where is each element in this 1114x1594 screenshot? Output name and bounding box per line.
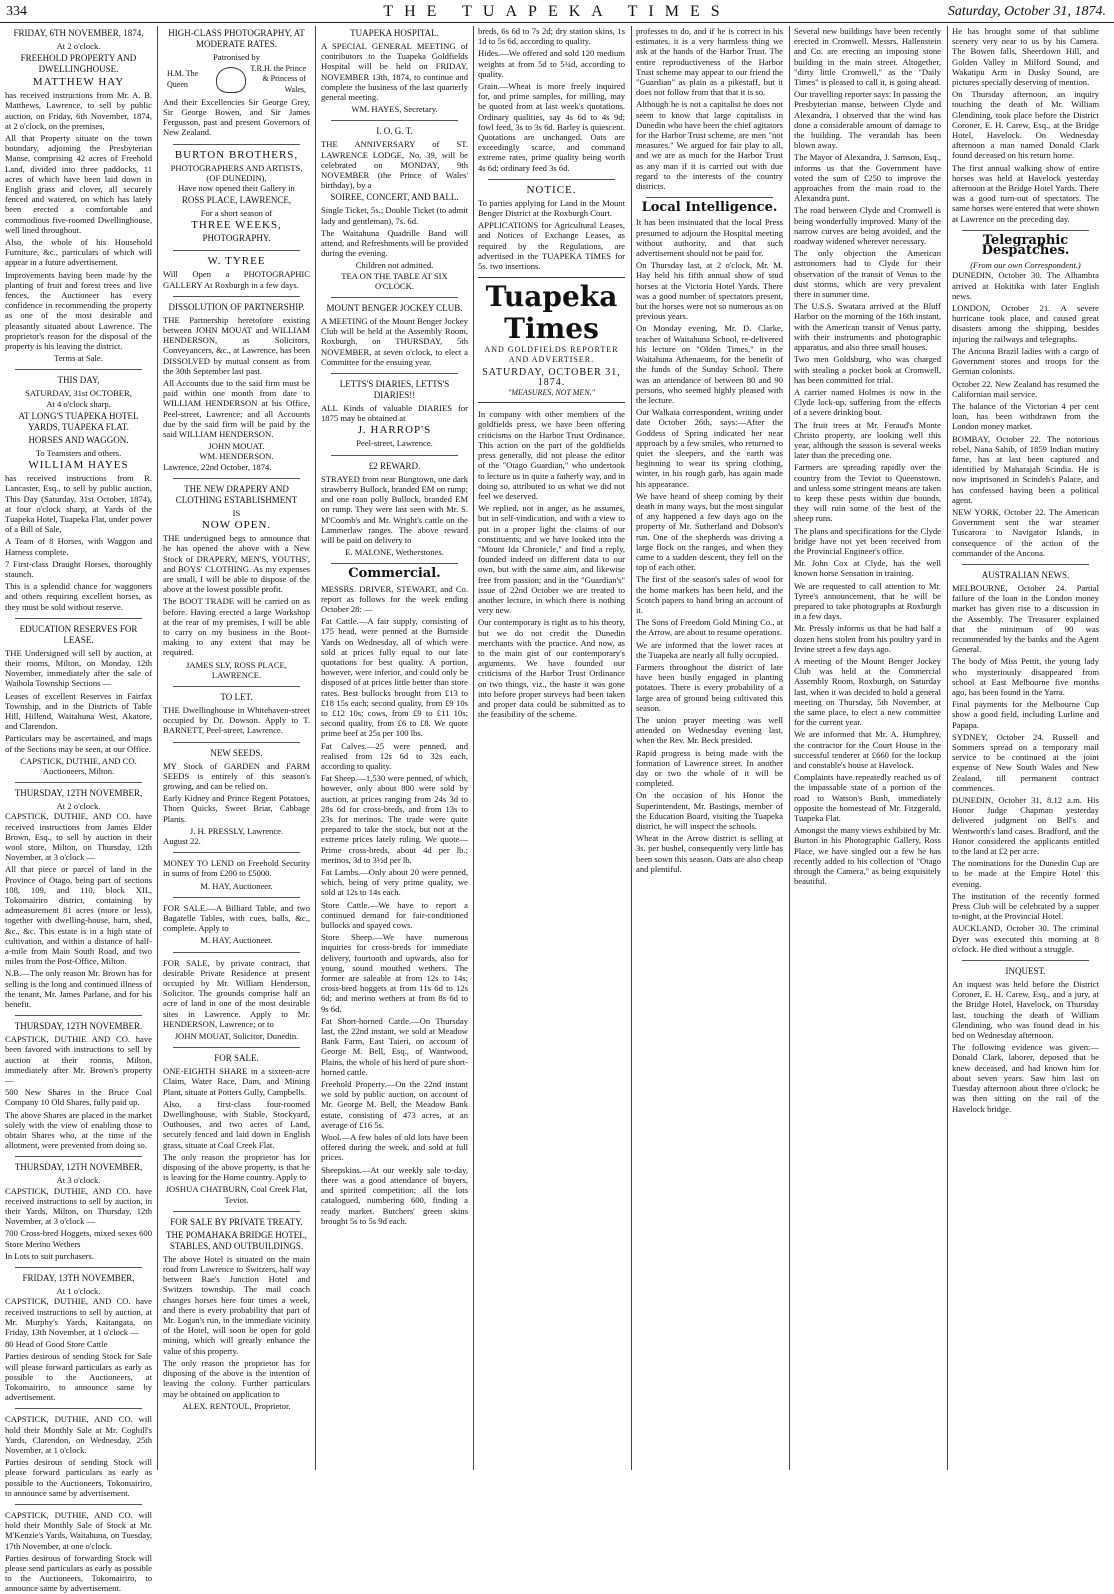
article-paragraph: MELBOURNE, October 24. Partial failure of the loan in the London money market has given rise to a discussion in the Assembly. The Treasurer explained that the minimum of 90 was recommended by the banks and the Agent General. <box>952 582 1099 655</box>
divider <box>962 230 1089 231</box>
advert-signature: CAPSTICK, DUTHIE, AND CO. Auctioneers, Milton. <box>20 755 137 776</box>
advert-signature: M. HAY, Auctioneer. <box>200 880 273 891</box>
article-paragraph: DUNEDIN, October 30. The Alhambra arrived at Hokitika with later English news. <box>952 270 1099 301</box>
article-paragraph: The fruit trees at Mr. Feraud's Monte Christo property, are looking well this year, although the season is several weeks later than the preceding one. <box>794 419 941 461</box>
column-3 <box>321 26 468 1470</box>
newspaper-columns <box>5 26 1109 1594</box>
divider <box>962 564 1089 565</box>
advert-line: IS <box>232 507 241 518</box>
article-paragraph: The only objection the American astronomers had to Clyde for their observation of the transit of Venus to the dust storms, which are very prevalent there in summer time. <box>794 248 941 300</box>
advert-body: The above Hotel is situated on the main road from Lawrence to Switzers, half way between Rae's Junction Hotel and Switzers township. The mail coach changes horses here four times a week, and there is every probability that part of Mr. Logan's run, in the immediate vicinity of the Hotel, will soon be open for gold mining, which will greatly enhance the value of this property. <box>163 1253 310 1356</box>
advert-body: STRAYED from near Bungtown, one dark strawberry Bullock, branded EM on rump; and one roan polly Bullock, branded EM on rump. They were last seen with Mr. S. M'Coomb's and Mr. Wright's cattle on the Lammerlaw ranges. The above reward will be paid on delivery to <box>321 473 468 545</box>
advert-line: TEA ON THE TABLE AT SIX O'CLOCK. <box>341 270 448 291</box>
article-paragraph: professes to do, and if he is correct in his estimates, it is a very harmless thing we ask at the hands of the Harbor Trust. The entire reproductiveness of the Harbor Trust scheme may appear to our friend the "Guardian" as plain as a pikestaff, but it does not follow from that that it is so. <box>636 26 783 98</box>
advert-heading: HIGH-CLASS PHOTOGRAPHY, AT MODERATE RATES. <box>168 28 305 49</box>
advert-body: has received instructions from Mr. A. B. Matthews, Lawrence, to sell by public auction, on Friday, 6th November, 1874, at 2 o'clock, on the premises, <box>5 90 152 131</box>
advert-heading: THE NEW DRAPERY AND CLOTHING ESTABLISHMENT <box>175 483 298 505</box>
advert-tyree <box>163 256 310 289</box>
divider <box>15 1015 142 1016</box>
article-paragraph: The first of the season's sales of wool for the home markets has been held, and the Scotch papers to hand bring an account of it. <box>636 574 783 615</box>
advert-heading: NOW OPEN. <box>201 519 272 532</box>
advert-body: The only reason the proprietor has for disposing of the above is the intention of leaving the colony. Further particulars may be obtained on application to <box>163 1357 310 1399</box>
advert-burton-brothers <box>163 150 310 245</box>
advert-to-let <box>163 692 310 736</box>
article-paragraph: The balance of the Victorian 4 per cent loan, has been withdrawn from the London money market. <box>952 400 1099 432</box>
section-heading: Commercial. <box>348 566 441 582</box>
article-local-intelligence <box>636 200 784 874</box>
article-editorial <box>478 409 625 719</box>
advert-heading: THE POMAHAKA BRIDGE HOTEL, STABLES, AND OUTBUILDINGS. <box>166 1229 307 1251</box>
article-paragraph: We replied, not in anger, as he assumes, but in self-vindication, and with a view to put in a proper light the claims of our constituents; and we have looked into the "Mount Ida Chronicle," and find a reply, founded indeed on different data to our own, but with the same aim, and likewise free from passion; and in the "Guardian's" issue of 22nd October we are treated to another lecture, in which there is nothing very new. <box>478 503 625 616</box>
divider <box>15 1156 142 1157</box>
column-1 <box>5 26 152 1594</box>
section-heading: AUSTRALIAN NEWS. <box>981 569 1070 580</box>
divider <box>331 373 458 374</box>
article-paragraph: The plans and specifications for the Clyde bridge have not yet been received from the Provincial Engineer's office. <box>794 525 941 556</box>
newspaper-flag <box>478 277 625 403</box>
article-paragraph: We are requested to call attention to Mr. Tyree's announcement, that he will be prepared to take photographs at Roxburgh in a few days. <box>794 580 941 622</box>
advert-body: Early Kidney and Prince Regent Potatoes, Thorn Quicks, Sweet Briar, Cabbage Plants. <box>163 793 310 824</box>
advert-mining-share <box>163 1053 310 1205</box>
article-paragraph: The first annual walking show of entire horses was held at Havelock yesterday afternoon at the Bridge Hotel Yards. There was a good turn-out of spectators. The same horses were entered that were shown at Lawrence on the preceding day. <box>952 162 1099 224</box>
masthead <box>0 0 1114 23</box>
advert-money-to-lend <box>163 858 310 891</box>
flag-title: Tuapeka Times <box>485 280 618 346</box>
auctioneer-name: MATTHEW HAY <box>32 76 125 89</box>
advertiser-name: BURTON BROTHERS, <box>174 148 299 161</box>
advert-capstick-cattle <box>5 1273 152 1402</box>
advert-terms: Terms at Sale. <box>54 353 103 364</box>
column-rule <box>473 26 474 1470</box>
crest-right-text: T.R.H. the Prince & Princess of Wales, <box>250 64 306 94</box>
advert-heading: NOTICE. <box>526 183 577 196</box>
advert-date: THURSDAY, 12TH NOVEMBER, <box>14 788 143 799</box>
advert-body: The Waitahuna Quadrille Band will attend, and Refreshments will be provided during the evening. <box>321 227 468 259</box>
advert-horses-waggon <box>5 375 152 611</box>
column-rule <box>315 26 316 1470</box>
advert-date-sub: SATURDAY, 31st OCTOBER, <box>25 388 132 399</box>
article-paragraph: The following evidence was given:— Donald Clark, laborer, deposed that he knew deceased, and had known him for about seven years. Saw him last on Tuesday afternoon about three o'clock; he was then sitting on the rail of the Havelock bridge. <box>952 1042 1099 1114</box>
article-paragraph: AUCKLAND, October 30. The criminal Dyer was executed this morning at 8 o'clock. He died without a struggle. <box>952 923 1099 954</box>
section-heading: INQUEST. <box>1005 966 1046 977</box>
article-local-intelligence-end <box>952 26 1099 224</box>
article-paragraph: Fat Calves.—25 were penned, and realised from 12s 6d to 32s each, according to quality. <box>321 740 468 771</box>
article-paragraph: We are informed that the lower races at the Tuapeka are nearly all fully occupied. <box>636 639 783 660</box>
divider <box>15 782 142 783</box>
article-paragraph: Several new buildings have been recently erected in Cromwell. Messrs. Hallenstein and Co. are erecting an imposing stone building in the main street. Altogether, "dirty little Cromwell," as the "Daily Times" is pleased to call it, is going ahead. <box>794 26 941 88</box>
advert-line: PHOTOGRAPHERS AND ARTISTS, <box>170 162 303 173</box>
divider <box>173 1047 300 1048</box>
advert-body: N.B.—The only reason Mr. Brown has for selling is the long and continued illness of the tenant, Mr. James Parlane, and for his benefit. <box>5 968 152 1010</box>
article-paragraph: The Ancona Brazil ladies with a cargo of Government stores and troops for the German colonists. <box>952 345 1099 377</box>
advert-signature: WM. HENDERSON. <box>199 451 274 462</box>
advert-line: (OF DUNEDIN), <box>206 172 267 183</box>
divider <box>173 686 300 687</box>
article-paragraph: A carrier named Holmes is now in the Clyde lock-up, suffering from the effects of a severe drinking bout. <box>794 386 941 418</box>
advert-body: Will Open a PHOTOGRAPHIC GALLERY At Roxburgh in a few days. <box>163 269 310 290</box>
masthead-date: Saturday, October 31, 1874. <box>947 4 1106 19</box>
divider <box>331 297 458 298</box>
advert-body: All that piece or parcel of land in the Province of Otago, being part of sections 108, 109, and 110, block XII., Tokomairiro district, containing by admeasurement 81 acres (more or less), together with dwelling-house, barn, shed, &c., &c. This estate is in a high state of cultivation, and within a distance of half-a-mile from Main South Road, and two miles from the Post-Office, Milton. <box>5 864 152 967</box>
advert-time: At 2 o'clock. <box>56 41 101 51</box>
advert-heading: DISSOLUTION OF PARTNERSHIP. <box>168 301 305 312</box>
advert-body: A MEETING of the Mount Benger Jockey Club will be held at the Assembly Room, Roxburgh, on THURSDAY, 5th NOVEMBER, at seven o'clock, to elect a Committee for the ensuing year. <box>321 316 468 367</box>
article-telegraphic <box>952 232 1099 558</box>
advert-heading: TUAPEKA HOSPITAL. <box>350 28 439 38</box>
divider <box>173 742 300 743</box>
divider <box>173 478 300 479</box>
advert-body: THE ANNIVERSARY of ST. LAWRENCE LODGE, No. 39, will be celebrated on MONDAY, 9th NOVEMBER (the Prince of Wales' birthday), by a <box>321 139 468 191</box>
advert-time: At 1 o'clock. <box>56 1286 101 1297</box>
divider <box>173 852 300 853</box>
advert-notice <box>478 185 625 271</box>
advert-body: CAPSTICK, DUTHIE AND CO. have been favored with instructions to sell by auction at their rooms, Milton, immediately after Mr. Brown's property — <box>5 1034 152 1086</box>
advert-signature: JAMES SLY, ROSS PLACE, LAWRENCE. <box>186 659 287 680</box>
advert-line: For a short season of <box>200 208 273 219</box>
article-paragraph: Final payments for the Melbourne Cup show a good field, including Lurline and Papapa. <box>952 699 1099 730</box>
advert-line: THREE WEEKS, <box>191 219 282 232</box>
article-paragraph: The Sons of Freedom Gold Mining Co., at the Arrow, are about to resume operations. <box>636 617 783 638</box>
article-paragraph: Fat Sheep.—1,530 were penned, of which, however, only about 800 were sold by auction, at prices ranging from 24s 3d to 28s 6d for cross-breds, and from 13s to 23s for merinos. The trade were quite prepared to take the stock, but not at the extreme prices lately ruling. We quote—Prime cross-breds, about 4d per lb.; merinos, 3d to 3½d per lb. <box>321 773 468 865</box>
article-paragraph: Amongst the many views exhibited by Mr. Burton in his Photographic Gallery, Ross Place, we have singled out a few he has recently added to his collection of "Otago through the Camera," as being exquisitely beautiful. <box>794 825 941 887</box>
column-5 <box>636 26 783 1470</box>
column-4 <box>478 26 625 1470</box>
article-paragraph: DUNEDIN, October 31, 8.12 a.m. His Honor Judge Chapman yesterday delivered judgment on Bell's and Wentworth's land cases. Bradford, and the Honor considered the applicants entitled to the land at £2 per acre. <box>952 795 1099 857</box>
divider <box>488 179 615 180</box>
divider <box>15 1504 142 1505</box>
section-heading: Telegraphic Despatches. <box>981 232 1070 259</box>
divider <box>962 960 1089 961</box>
advert-signature: M. HAY, Auctioneer. <box>200 935 273 946</box>
column-rule <box>631 26 632 1470</box>
advert-capstick-shares <box>5 1021 152 1150</box>
advert-body: MY Stock of GARDEN and FARM SEEDS is entirely of this season's growing, and can be relied on. <box>163 760 310 791</box>
advert-body: CAPSTICK, DUTHIE, AND CO. have received instructions to sell by auction, in their Yards, Milton, on Thursday, 12th November, at 3 o'clock — <box>5 1185 152 1227</box>
advert-time: At 2 o'clock. <box>56 801 101 812</box>
advert-body: Also, the whole of his Household Furniture, &c., particulars of which will appear in a future advertisement. <box>5 237 152 268</box>
divider <box>15 1267 142 1268</box>
flag-motto: "MEASURES, NOT MEN." <box>507 388 595 398</box>
divider <box>173 250 300 251</box>
advert-line: PHOTOGRAPHY. <box>202 233 271 244</box>
article-paragraph: Freehold Property.—On the 22nd instant we sold by public auction, on account of Mr. George M. Bell, the Meadow Bank estate, consisting of 473 acres, at an average of £16 5s. <box>321 1079 468 1130</box>
article-paragraph: LONDON, October 21. A severe hurricane took place, and caused great disasters among the shipping, besides injuring the railways and telegraphs. <box>952 303 1099 344</box>
advert-date: August 22. <box>163 835 201 846</box>
article-commercial-continued <box>478 26 625 173</box>
article-paragraph: The body of Miss Pettit, the young lady who mysteriously disappeared from school at East Melbourne five months ago, has been found in the Yarra. <box>952 656 1099 697</box>
advert-date: THURSDAY, 12TH NOVEMBER, <box>14 1162 143 1173</box>
advert-body: MONEY TO LEND on Freehold Security in sums of from £200 to £5000. <box>163 858 310 879</box>
advert-heading: TO LET. <box>220 691 253 702</box>
advert-body: THE Undersigned will sell by auction, at their rooms, Milton, on Monday, 12th November, immediately after the sale of Waihola Township Sections — <box>5 647 152 689</box>
advert-hospital <box>321 28 468 114</box>
article-paragraph: Two men Goldsburg, who was charged with stealing a pocket book at Cromwell, has been committed for trial. <box>794 354 941 385</box>
advert-signature: E. MALONE, Wetherstones. <box>345 547 444 558</box>
advert-line: Children not admitted. <box>355 260 434 271</box>
advert-body: Parties desirous of sending Stock will please forward particulars as early as possible to the Auctioneers, Tokomairiro, to announce same by advertisement. <box>5 1457 152 1498</box>
article-local-intelligence-continued <box>794 26 941 886</box>
advert-heading: I. O. G. T. <box>376 126 413 137</box>
article-paragraph: Sheepskins.—At our weekly sale to-day, there was a good attendance of buyers, and spirited competition; all the lots catalogued, numbering 600, finding a ready market. Butchers' green skins brought 5s to 5s 9d each. <box>321 1164 468 1226</box>
article-paragraph: Rapid progress is being made with the formation of Lawrence street. In another day or two the whole of it will be completed. <box>636 747 783 789</box>
advert-body: FOR SALE.—A Billiard Table, and two Bagatelle Tables, with cues, balls, &c., complete. Apply to <box>163 902 310 934</box>
advert-date: FRIDAY, 13TH NOVEMBER, <box>22 1273 135 1284</box>
advert-heading: LETTS'S DIARIES, LETTS'S DIARIES!! <box>339 379 450 401</box>
advert-jockey-club <box>321 303 468 367</box>
advert-hay-property <box>5 28 152 363</box>
article-commercial <box>321 566 468 1226</box>
auctioneer-name: WILLIAM HAYES <box>28 459 129 472</box>
advert-body: Also, a first-class four-roomed Dwellinghouse, with Stable, Stockyard, Outhouses, and two acres of Land, securely fenced and laid down in English grass, situate at Coal Creek Flat. <box>163 1098 310 1150</box>
divider <box>15 1408 142 1409</box>
advert-body: 700 Cross-bred Hoggets, mixed sexes 600 Store Merino Wethers <box>5 1228 152 1249</box>
advert-body: CAPSTICK, DUTHIE, AND CO. will hold their Monthly Sale of Stock at Mr. M'Kenzie's Yards, Waitahuna, on Tuesday, 17th November, at one o'clock. <box>5 1509 152 1551</box>
article-paragraph: A meeting of the Mount Benger Jockey Club was held at the Commercial Assembly Room, Roxburgh, on Saturday last, when it was decided to hold a general meeting on Thursday, 5th November, at the same place, to elect a new committee for the current year. <box>794 655 941 728</box>
advert-body: CAPSTICK, DUTHIE, AND CO. will hold their Monthly Sale at Mr. Coghill's Yards, Clarendon, on Wednesday, 25th November, at 1 o'clock. <box>5 1414 152 1455</box>
advert-body: The above Shares are placed in the market solely with the view of enabling those to obtain Shares who, at the time of the allotment, were prevented from doing so. <box>5 1109 152 1151</box>
divider <box>331 563 458 564</box>
divider <box>173 1211 300 1212</box>
advert-body: FOR SALE, by private contract, that desirable Private Residence at present occupied by Mr. William Henderson, Solicitor. The grounds comprise half an acre of land in one of the most desirable sites in Lawrence. Apply to Mr. HENDERSON, Lawrence; or to <box>163 957 310 1029</box>
article-paragraph: It has been insinuated that the local Press presumed to adjourn the Hospital meeting without authority, and that such advertisement should not be paid for. <box>636 217 783 259</box>
divider <box>173 296 300 297</box>
column-rule <box>157 26 158 1470</box>
advert-body: THE Dwellinghouse in Whitehaven-street occupied by Dr. Dowson. Apply to T. BARNETT, Peel-street, Lawrence. <box>163 704 310 736</box>
advert-signature: WM. HAYES, Secretary. <box>351 104 438 115</box>
advert-body: 80 Head of Good Store Cattle <box>5 1339 108 1350</box>
article-paragraph: Fat Short-horned Cattle.—On Thursday last, the 22nd instant, we sold at Meadow Bank Farm, East Taieri, on account of George M. Bell, Esq., of Wantwood, Plains, the whole of his herd of pure short-horned cattle. <box>321 1015 468 1077</box>
advert-heading: NEW SEEDS. <box>210 747 263 758</box>
advert-body: All that Property situate on the town boundary, adjoining the Presbyterian Manse, comprising 42 acres of Freehold Land, divided into three paddocks, 11 acres of which have been laid down in English grass and clover, all securely fenced and watered, on which has lately been erected a comfortable and commodious five-roomed Dwellinghouse, well lined throughout. <box>5 133 152 235</box>
advert-body: And their Excellencies Sir George Grey, Sir George Bowen, and Sir James Fergusson, past and present Governors of New Zealand. <box>163 96 310 138</box>
article-paragraph: We have heard of sheep coming by their death in many ways, but the most singular of any happened a few days ago on the property of Mr. Sutherland and Dobson's run. One of the shepherds was driving a large flock on the ranges, and when they came to a sudden descent, they fell on the top of each other. <box>636 490 783 573</box>
advert-body: A Team of 8 Horses, with Waggon and Harness complete. <box>5 536 152 557</box>
advert-body: Parties desirous of forwarding Stock will please send particulars as early as possible to the Auctioneers, Tokomairiro, to announce same by advertisement. <box>5 1552 152 1594</box>
advert-body: This is a splendid chance for waggoners and others requiring excellent horses, as they must be sold without reserve. <box>5 581 152 612</box>
article-paragraph: Fat Lambs.—Only about 20 were penned, which, being of very prime quality, we sold at 12s to 14s each. <box>321 867 468 898</box>
advert-body: All Accounts due to the said firm must be paid within one month from date to WILLIAM HENDERSON at his Office, Peel-street, Lawrence; and all Accounts due by the said firm will be paid by the said WILLIAM HENDERSON. <box>163 378 310 440</box>
article-paragraph: breds, 6s 6d to 7s 2d; dry station skins, 1s 1d to 5s 6d, according to quality. <box>478 26 625 47</box>
article-paragraph: Wool.—A few bales of old lots have been offered during the week, and sold at full prices. <box>321 1132 468 1163</box>
article-paragraph: BOMBAY, October 22. The notorious rebel, Nana Sahib, of 1859 Indian mutiny fame, has at last been captured and identified by Maharajah Scindia. He is now imprisoned in Scindeh's Palace, and has confessed having been a political agent. <box>952 433 1099 505</box>
advert-body: Improvements having been made by the planting of fruit and forest trees and live fences, the Auctioneer has every confidence in recommending the property as one of the most desirable and pleasantly situated about Lawrence. The proprietor's reason for the disposal of the property is his leaving the district. <box>5 269 152 352</box>
article-paragraph: Mr. John Cox at Clyde, has the well known horse Sensation in training. <box>794 558 941 579</box>
advert-heading: £2 REWARD. <box>368 460 421 471</box>
advert-body: In Lots to suit purchasers. <box>5 1250 95 1261</box>
advert-body: Particulars may be ascertained, and maps of the Sections may be seen, at our Office. <box>5 733 152 754</box>
article-paragraph: The union prayer meeting was well attended on Wednesday evening last, when the Rev. Mr. Beck presided. <box>636 715 783 746</box>
advert-heading: FOR SALE. <box>214 1053 259 1064</box>
section-subheading: (From our own Correspondent.) <box>970 260 1081 271</box>
advert-capstick-land <box>5 788 152 1009</box>
article-paragraph: The road between Clyde and Cromwell is being wonderfully improved. Many of the narrow curves are being avoided, and the roadway widened wherever necessary. <box>794 205 941 247</box>
advert-line: ROSS PLACE, LAWRENCE, <box>181 195 292 206</box>
advert-dissolution <box>163 302 310 472</box>
advert-heading: MOUNT BENGER JOCKEY CLUB. <box>326 303 463 314</box>
article-paragraph: Farmers throughout the district of late have been busily engaged in planting potatoes. There is every probability of a large area of ground being cultivated this season. <box>636 661 783 713</box>
advert-private-residence <box>163 958 310 1042</box>
column-rule <box>947 26 948 1470</box>
article-paragraph: The Mayor of Alexandra, J. Samson, Esq., informs us that the Government have voted the sum of £250 to improve the approaches from the main road to the Alexandra punt. <box>794 152 941 204</box>
column-7 <box>952 26 1099 1470</box>
article-paragraph: An inquest was held before the District Coroner, E. H. Carew, Esq., and a jury, at the Bridge Hotel, Havelock, on Thursday last, touching the death of William Glendining, who was found dead in his bed on Wednesday afternoon. <box>952 979 1099 1041</box>
article-paragraph: The institution of the recently formed Press Club will be celebrated by a supper to-night, at the Provincial Hotel. <box>952 890 1099 922</box>
advert-note: To Teamsters and others. <box>35 447 122 458</box>
advert-body: ALL Kinds of valuable DIARIES for 1875 may be obtained at <box>321 403 468 424</box>
article-paragraph: Although he is not a capitalist he does not seem to know that large capitalists in Dunedin who have been the chief agitators for the Harbor Trust scheme, are men "not measures." We argued for fair play to all, and we are as much for the Harbor Trust as any man if it is carried out with due regard to the interests of the country districts. <box>636 99 783 192</box>
advert-diaries <box>321 379 468 449</box>
advert-body: Single Ticket, 5s.; Double Ticket (to admit lady and gentleman), 7s. 6d. <box>321 205 468 226</box>
advertiser-name: J. HARROP'S <box>357 424 432 437</box>
divider <box>646 197 773 198</box>
royal-crest-icon <box>216 67 246 93</box>
article-inquest <box>952 966 1099 1114</box>
advert-capstick-waitahuna <box>5 1510 152 1594</box>
advert-body: The only reason the proprietor has for disposing of the above property, is that he is leaving for the Home country. Apply to <box>163 1151 310 1183</box>
advert-heading: HORSES AND WAGGON. <box>28 434 129 445</box>
masthead-title: THE TUAPEKA TIMES <box>383 3 731 20</box>
article-paragraph: Our travelling reporter says: In passing the Presbyterian manse, between Clyde and Alexandra, I observed that the wind has done a considerable amount of damage to the building. The verandah has been blown away. <box>794 89 942 151</box>
article-paragraph: On Monday evening, Mr. D. Clarke, teacher of Waitahuna School, re-delivered his lecture on "Olden Times," in the Waitahuna Athenaeum, for the benefit of the funds of the Sunday School. There was an attendance of between 80 and 90 persons, who seemed highly pleased with the lecture. <box>636 323 783 405</box>
divider <box>15 369 142 370</box>
advert-signature: J. H. PRESSLY, Lawrence. <box>189 825 284 836</box>
article-paragraph: NEW YORK, October 22. The American Government sent the war steamer Tuscarora to Navigator Islands, in consequence of the action of the commander of the Ancona. <box>952 506 1099 558</box>
article-paragraph: We are informed that Mr. A. Humphrey, the contractor for the Court House in the successful tenderer at £660 for the lockup and constable's house at Havelock. <box>794 729 941 771</box>
advert-capstick-clarendon <box>5 1414 152 1498</box>
advert-capstick-hoggets <box>5 1162 152 1261</box>
article-paragraph: Hides.—We offered and sold 120 medium weights at from 5d to 5¾d, according to quality. <box>478 48 625 79</box>
advert-line: Peel-street, Lawrence. <box>356 438 433 449</box>
advert-signature: JOHN MOUAT, Solicitor, Dunedin. <box>174 1031 299 1042</box>
page-number: 334 <box>6 4 27 19</box>
article-paragraph: Wheat in the Arrow district is selling at 3s. per bushel, consequently very little has been sown this season. Oats are also cheap and plentiful. <box>636 833 784 874</box>
advert-place: AT LONG'S TUAPEKA HOTEL YARDS, TUAPEKA FLAT. <box>18 410 139 432</box>
advert-billiard-table <box>163 903 310 946</box>
divider <box>15 618 142 619</box>
article-paragraph: Store Cattle.—We have to report a continued demand for fair-conditioned bullocks and spayed cows. <box>321 899 468 931</box>
advert-heading: FOR SALE BY PRIVATE TREATY. <box>170 1216 303 1227</box>
article-paragraph: Grain.—Wheat is more freely inquired for, and prime samples, for milling, may be quoted from at last week's quotations. Ordinary qualities, say 4s 6d to 4s 9d; fowl feed, 3s to 3s 6d. Barley is quiescent. Quotations are unchanged. Oats are exceedingly scarce, and command extreme rates, prime quality being worth 4s 6d; ordinary feed 3s 6d. <box>478 81 625 173</box>
advert-body: The BOOT TRADE will be carried on as before. Having erected a large Workshop at the rear of my premises, I will be able to carry on my business in the Boot-making to any extent that may be required. <box>163 596 310 658</box>
advert-body: CAPSTICK, DUTHIE, AND CO. have received instructions to sell by auction, at Mr. Murphy's Yards, Kaitangata, on Friday, 13th November, at 1 o'clock — <box>5 1296 152 1337</box>
advert-body: APPLICATIONS for Agricultural Leases, and Notices of Exchange Leases, as required by the Regulations, are advertised in the TUAPEKA TIMES for 5s. two insertions. <box>478 220 625 272</box>
advert-heading: FREEHOLD PROPERTY AND DWELLINGHOUSE. <box>20 53 137 75</box>
advert-reward <box>321 461 468 558</box>
article-paragraph: In company with other members of the goldfields press, we have been offering criticisms on the Harbor Trust Ordinance. This action on the part of the goldfields press generally, did not please the editor of the "Otago Guardian," who undertook to lecture us in quite a fatherly way, and in doing so, attributed to us what we did not feel we deserved. <box>478 409 625 501</box>
advert-iogt <box>321 126 468 291</box>
advert-date: THIS DAY, <box>57 375 100 386</box>
advert-signature: ALEX. RENTOUL, Proprietor. <box>182 1400 291 1411</box>
advert-note: Patronised by <box>212 52 261 62</box>
article-paragraph: On Thursday afternoon, an inquiry touching the death of Mr. William Glendining, took place before the District Coroner, E. H. Carew, Esq., at the Bridge Hotel, Havelock. On Wednesday afternoon a man named Donald Clark found deceased on his return home. <box>952 89 1099 161</box>
advert-body: To parties applying for Land in the Mount Benger District at the Roxburgh Court. <box>478 197 625 219</box>
divider <box>331 455 458 456</box>
article-paragraph: Mr. Pressly informs us that he had half a dozen hens stolen from his poultry yard in Irvine street a few days ago. <box>794 623 941 654</box>
advert-body: CAPSTICK, DUTHIE, AND CO. have received instructions from James Elder Brown, Esq., to sell by auction in their wool store, Milton, on Thursday, 12th November, at 3 o'clock — <box>5 811 152 863</box>
divider <box>331 120 458 121</box>
crest-left-text: H.M. The Queen <box>167 69 199 89</box>
advertiser-name: W. TYREE <box>207 255 266 268</box>
article-paragraph: MESSRS. DRIVER, STEWART, and Co. report as follows for the week ending October 28: — <box>321 583 468 614</box>
article-paragraph: Farmers are spreading rapidly over the country from the Teviot to Queenstown, and unless some stringent means are taken to keep these pests within due bounds, they will ruin some of the best of the sheep runs. <box>794 462 941 524</box>
advert-date: FRIDAY, 6TH NOVEMBER, 1874, <box>13 28 144 38</box>
article-paragraph: On the occasion of his Honor the Superintendent, Mr. Bastings, member of the Education Board, visiting the Tuapeka district, he will inspect the schools. <box>636 790 783 832</box>
royal-crest <box>167 64 306 95</box>
advert-body: Parties desirous of sending Stock for Sale will please forward particulars as early as possible to the Auctioneers, at Tokomairiro, to announce same by advertisement. <box>5 1351 152 1403</box>
article-australian-news <box>952 570 1099 954</box>
advert-heading: EDUCATION RESERVES FOR LEASE. <box>19 623 138 645</box>
divider <box>173 952 300 953</box>
article-paragraph: The nominations for the Dunedin Cup are to be made at the Empire Hotel this evening. <box>952 858 1099 889</box>
advert-pomahaka-hotel <box>163 1217 310 1411</box>
article-paragraph: Fat Cattle.—A fair supply, consisting of 175 head, were penned at the Burnside Yards on Wednesday, all of which were sold at prices fully equal to our late quotations for best quality. A portion, however, were inferior, and could only be disposed of at prices little better than store rates. Best bullocks brought from £13 to £18 15s each; second quality, from £9 10s to £12 10s; cows, from £9 to £11 10s; second quality, from £6 to £8. We quote prime beef at 25s per 100 lbs. <box>321 616 468 739</box>
article-paragraph: SYDNEY, October 24. Russell and Sommers spread on a temporary mail service to be continued at the joint expense of New South Wales and New Zealand, till permanent contract commences. <box>952 731 1099 793</box>
advert-body: Leases of excellent Reserves in Fairfax Township, and in the Districts of Table Hill, Hillend, Waitahuna West, Akatore, and Clarendon. <box>5 690 152 732</box>
advert-time: At 3 o'clock. <box>56 1175 101 1186</box>
advert-time: At 4 o'clock sharp. <box>46 398 111 409</box>
advert-drapery <box>163 484 310 680</box>
advert-body: THE undersigned begs to announce that he has opened the above with a New Stock of DRAPERY, MEN'S, YOUTHS', and BOYS' CLOTHING. As my expenses are small, I will be able to dispose of the above at the lowest possible profit. <box>163 533 310 595</box>
advert-date: THURSDAY, 12TH NOVEMBER. <box>14 1021 143 1032</box>
article-paragraph: October 22. New Zealand has resumed the Californian mail service. <box>952 378 1099 399</box>
advert-signature: JOSHUA CHATBURN, Coal Creek Flat, Teviot. <box>165 1184 308 1205</box>
flag-subtitle: AND GOLDFIELDS REPORTER AND ADVERTISER. <box>484 345 619 365</box>
advert-signature: JOHN MOUAT. <box>208 441 265 452</box>
advert-body: THE Partnership heretofore existing between JOHN MOUAT and WILLIAM HENDERSON, as Solicitors, Conveyancers, &c., at Lawrence, has been DISSOLVED by mutual consent as from the 30th September last past. <box>163 314 310 376</box>
divider <box>173 897 300 898</box>
divider <box>173 144 300 145</box>
flag-date: SATURDAY, OCTOBER 31, 1874. <box>482 366 621 388</box>
advert-photography-patronage <box>163 28 310 138</box>
advert-date: Lawrence, 22nd October, 1874. <box>163 461 272 472</box>
article-editorial-continued <box>636 26 783 191</box>
article-paragraph: On Thursday last, at 2 o'clock, Mr. M. Hay held his fifth annual show of stud horses at the Victoria Hotel Yards. There was a good number of spectators present, but the horses were not so numerous as on previous years. <box>636 260 783 322</box>
column-rule <box>789 26 790 1470</box>
column-6 <box>794 26 941 1470</box>
article-paragraph: Our Walkaia correspondent, writing under date October 26th, says:—After the Goddess of Spring indicated her near approach by a few smiles, who returned to quiet the sleepers, and the earth was beginning to wear its spring clothing, winter, in his rough garb, has again made his appearance. <box>636 407 783 489</box>
advert-line: SOIREE, CONCERT, AND BALL. <box>330 192 459 203</box>
advert-new-seeds <box>163 748 310 847</box>
advert-body: 500 New Shares in the Bruce Coal Company 10 Old Shares, fully paid up. <box>5 1087 152 1108</box>
article-paragraph: The U.S.S. Swatara arrived at the Bluff Harbor on the morning of the 16th instant, with the American transit of Venus party, with their instruments and photographic apparatus, and also three small houses. <box>794 301 941 353</box>
article-paragraph: Our contemporary is right as to his theory, but we do not credit the Dunedin merchants with the practice. And now, as to the main gist of our contemporary's arguments. We have founded our criticisms of the Harbor Trust Ordinance on two things, viz., the haste it was gone into before proper surveys had been taken and proper data could be submitted as to the feasibility of the scheme. <box>478 617 625 720</box>
article-paragraph: He has brought some of that sublime scenery very near to us by his Camera. The Bowen falls, Sheerdown Hill, and Golden Valley in Milford Sound, and Wakatipu Arm in Dusky Sound, are pictures specially deserving of mention. <box>952 26 1099 88</box>
advert-body: has received instructions from R. Lancaster, Esq., to sell by public auction, This Day (Saturday, 31st October, 1874), at four o'clock sharp, at Yards of the Tuapeka Hotel, Tuapeka Flat, under power of a Bill of Sale, <box>5 473 152 535</box>
advert-line: Have now opened their Gallery in <box>178 183 295 194</box>
article-paragraph: Complaints have repeatedly reached us of the impassable state of a portion of the road to Watson's Bush, immediately opposite the homestead of Mr. Fitzgerald, Tuapeka Flat. <box>794 772 941 824</box>
article-paragraph: Store Sheep.—We have numerous inquiries for cross-breds for immediate delivery, fourtooth and upwards, also for young, sound mouthed wethers. The former are saleable at from 12s to 14s; cross-bred hoggets at from 11s 6d to 12s 6d; and merino wethers at from 8s 6d to 9s 6d. <box>321 932 468 1014</box>
advert-education-reserves <box>5 624 152 776</box>
advert-body: ONE-EIGHTH SHARE in a sixteen-acre Claim, Water Race, Dam, and Mining Plant, situate at Potters Gully, Campbells. <box>163 1066 310 1097</box>
advert-body: 7 First-class Draught Horses, thoroughly staunch. <box>5 558 152 579</box>
section-heading: Local Intelligence. <box>641 200 778 216</box>
advert-body: A SPECIAL GENERAL MEETING of contributors to the Tuapeka Goldfields Hospital will be held on FRIDAY, NOVEMBER 13th, 1874, to continue and complete the business of the last quarterly general meeting. <box>321 41 468 103</box>
column-2 <box>163 26 310 1470</box>
